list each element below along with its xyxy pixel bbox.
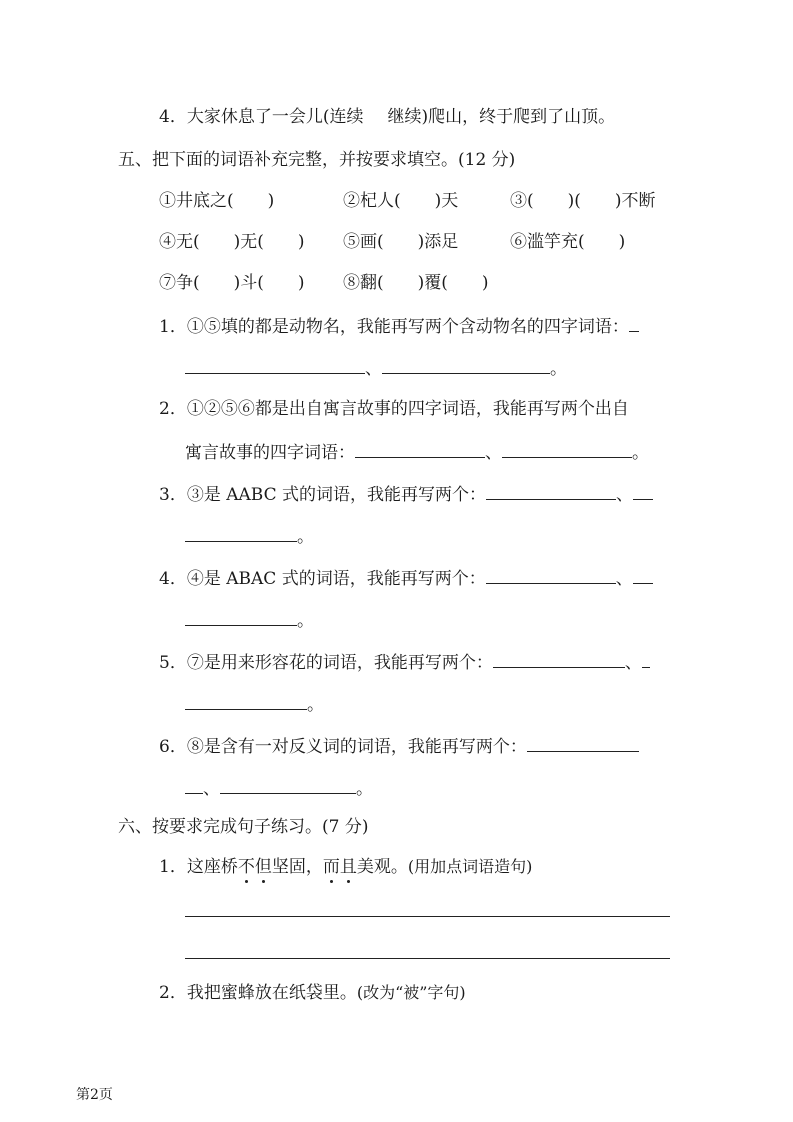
sub-item-1: 1．①⑤填的都是动物名，我能再写两个含动物名的四字词语： — [159, 313, 639, 339]
idiom-7: ⑦争( )斗( ) — [159, 273, 305, 293]
instruction-hint: (用加点词语造句) — [407, 857, 533, 876]
answer-blank[interactable] — [220, 775, 356, 794]
sentence-item-1: 1．这座桥不但坚固，而且美观。(用加点词语造句) — [159, 857, 533, 877]
sub-item-3: 3．③是 AABC 式的词语，我能再写两个： 、 — [159, 481, 653, 507]
answer-blank[interactable] — [486, 481, 616, 500]
section-5-heading: 五、把下面的词语补充完整，并按要求填空。(12 分) — [118, 150, 516, 170]
answer-blank[interactable] — [382, 355, 550, 374]
idiom-5: ⑤画( )添足 — [343, 232, 459, 252]
sub-item-2: 2．①②⑤⑥都是出自寓言故事的四字词语，我能再写两个出自 — [159, 399, 629, 419]
answer-blank[interactable] — [185, 355, 365, 374]
page-number: 第2页 — [76, 1087, 113, 1103]
idiom-6: ⑥滥竽充( ) — [510, 232, 626, 252]
sub-item-5-blank: 。 — [185, 691, 324, 717]
dotted-char: 但 — [254, 857, 272, 877]
option-lianxu: 连续 — [329, 107, 364, 127]
question-4-line: 4．大家休息了一会儿(连续 继续)爬山，终于爬到了山顶。 — [159, 107, 616, 127]
answer-blank[interactable] — [185, 523, 297, 542]
idiom-3: ③( )( )不断 — [510, 191, 656, 211]
answer-blank[interactable] — [355, 439, 485, 458]
sub-item-4-blank: 。 — [185, 607, 314, 633]
idiom-2: ②杞人( )天 — [343, 191, 459, 211]
answer-blank[interactable] — [185, 691, 307, 710]
answer-blank[interactable] — [486, 565, 616, 584]
option-jixu: 继续 — [387, 107, 422, 127]
answer-blank[interactable] — [493, 649, 625, 668]
answer-blank[interactable] — [185, 775, 203, 794]
sub-item-4: 4．④是 ABAC 式的词语，我能再写两个： 、 — [159, 565, 653, 591]
sentence-item-2: 2．我把蜜蜂放在纸袋里。(改为“被”字句) — [159, 983, 466, 1003]
section-6-heading: 六、按要求完成句子练习。(7 分) — [118, 817, 369, 837]
idiom-1: ①井底之( ) — [159, 191, 275, 211]
answer-blank[interactable] — [642, 649, 650, 668]
answer-blank[interactable] — [527, 733, 639, 752]
dotted-char: 不 — [237, 857, 255, 877]
sub-item-6-blanks: 、 。 — [185, 775, 373, 801]
answer-line[interactable] — [185, 958, 670, 959]
answer-blank[interactable] — [502, 439, 632, 458]
sub-item-3-blank: 。 — [185, 523, 314, 549]
answer-blank[interactable] — [633, 565, 653, 584]
sub-item-1-blanks: 、 。 — [185, 355, 567, 381]
sub-item-2-cont: 寓言故事的四字词语： 、 。 — [185, 439, 649, 465]
idiom-4: ④无( )无( ) — [159, 232, 305, 252]
instruction-hint: (改为“被”字句) — [356, 983, 466, 1002]
answer-blank[interactable] — [185, 607, 297, 626]
sub-item-6: 6．⑧是含有一对反义词的词语，我能再写两个： — [159, 733, 639, 759]
dotted-char: 且 — [339, 857, 357, 877]
idiom-8: ⑧翻( )覆( ) — [343, 273, 489, 293]
answer-line[interactable] — [185, 916, 670, 917]
dotted-char: 而 — [322, 857, 340, 877]
answer-blank[interactable] — [629, 313, 639, 332]
answer-blank[interactable] — [633, 481, 653, 500]
sub-item-5: 5．⑦是用来形容花的词语，我能再写两个： 、 — [159, 649, 650, 675]
